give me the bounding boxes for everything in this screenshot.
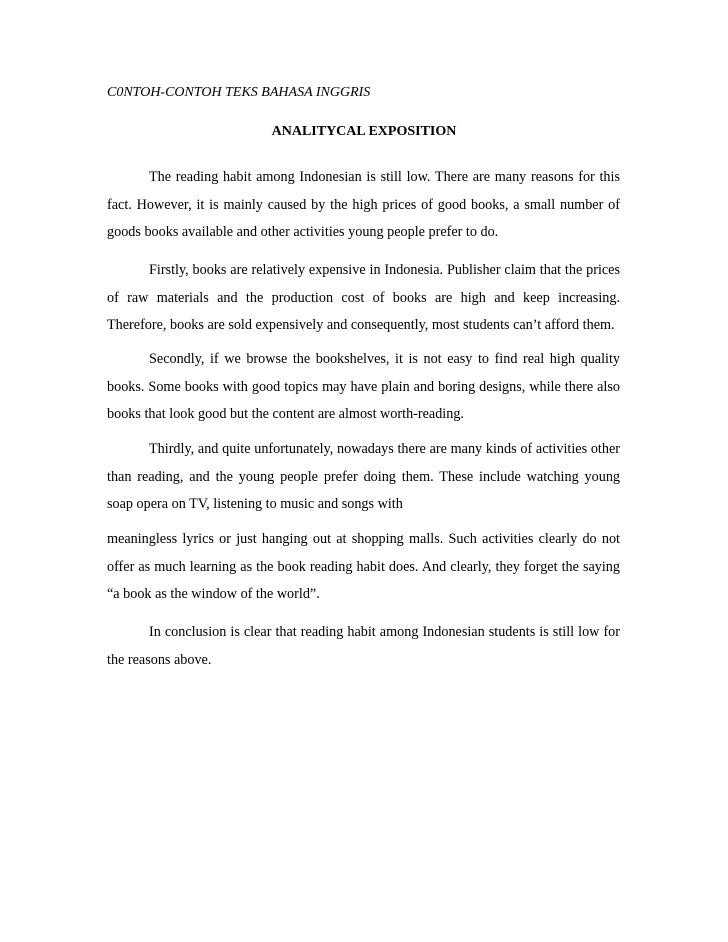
paragraph-first-argument: Firstly, books are relatively expensive in Indonesia. Publisher claim that the prices of raw materials and the production cost of books are high and keep increasing. Therefore, books are sold expensively and consequently, most students can’t afford them. <box>107 262 620 333</box>
paragraph-third-argument: Thirdly, and quite unfortunately, nowadays there are many kinds of activities other than reading, and the young people prefer doing them. These include watching young soap opera on TV, listening to music and songs with <box>107 441 620 512</box>
paragraph-second-argument: Secondly, if we browse the bookshelves, it is not easy to find real high quality books. Some books with good topics may have plain and boring designs, while there also books that look good but the content are almost worth-reading. <box>107 351 620 422</box>
document-title: ANALITYCAL EXPOSITION <box>271 124 457 139</box>
document-heading: C0NTOH-CONTOH TEKS BAHASA INGGRIS <box>107 85 371 100</box>
paragraph-third-argument-continued: meaningless lyrics or just hanging out at shopping malls. Such activities clearly do not offer as much learning as the book reading habit does. And clearly, they forget the saying “a book as the window of the world”. <box>107 531 620 602</box>
paragraph-introduction: The reading habit among Indonesian is still low. There are many reasons for this fact. However, it is mainly caused by the high prices of good books, a small number of goods books available and other activities young people prefer to do. <box>107 169 620 240</box>
paragraph-conclusion: In conclusion is clear that reading habit among Indonesian students is still low for the reasons above. <box>107 624 620 668</box>
